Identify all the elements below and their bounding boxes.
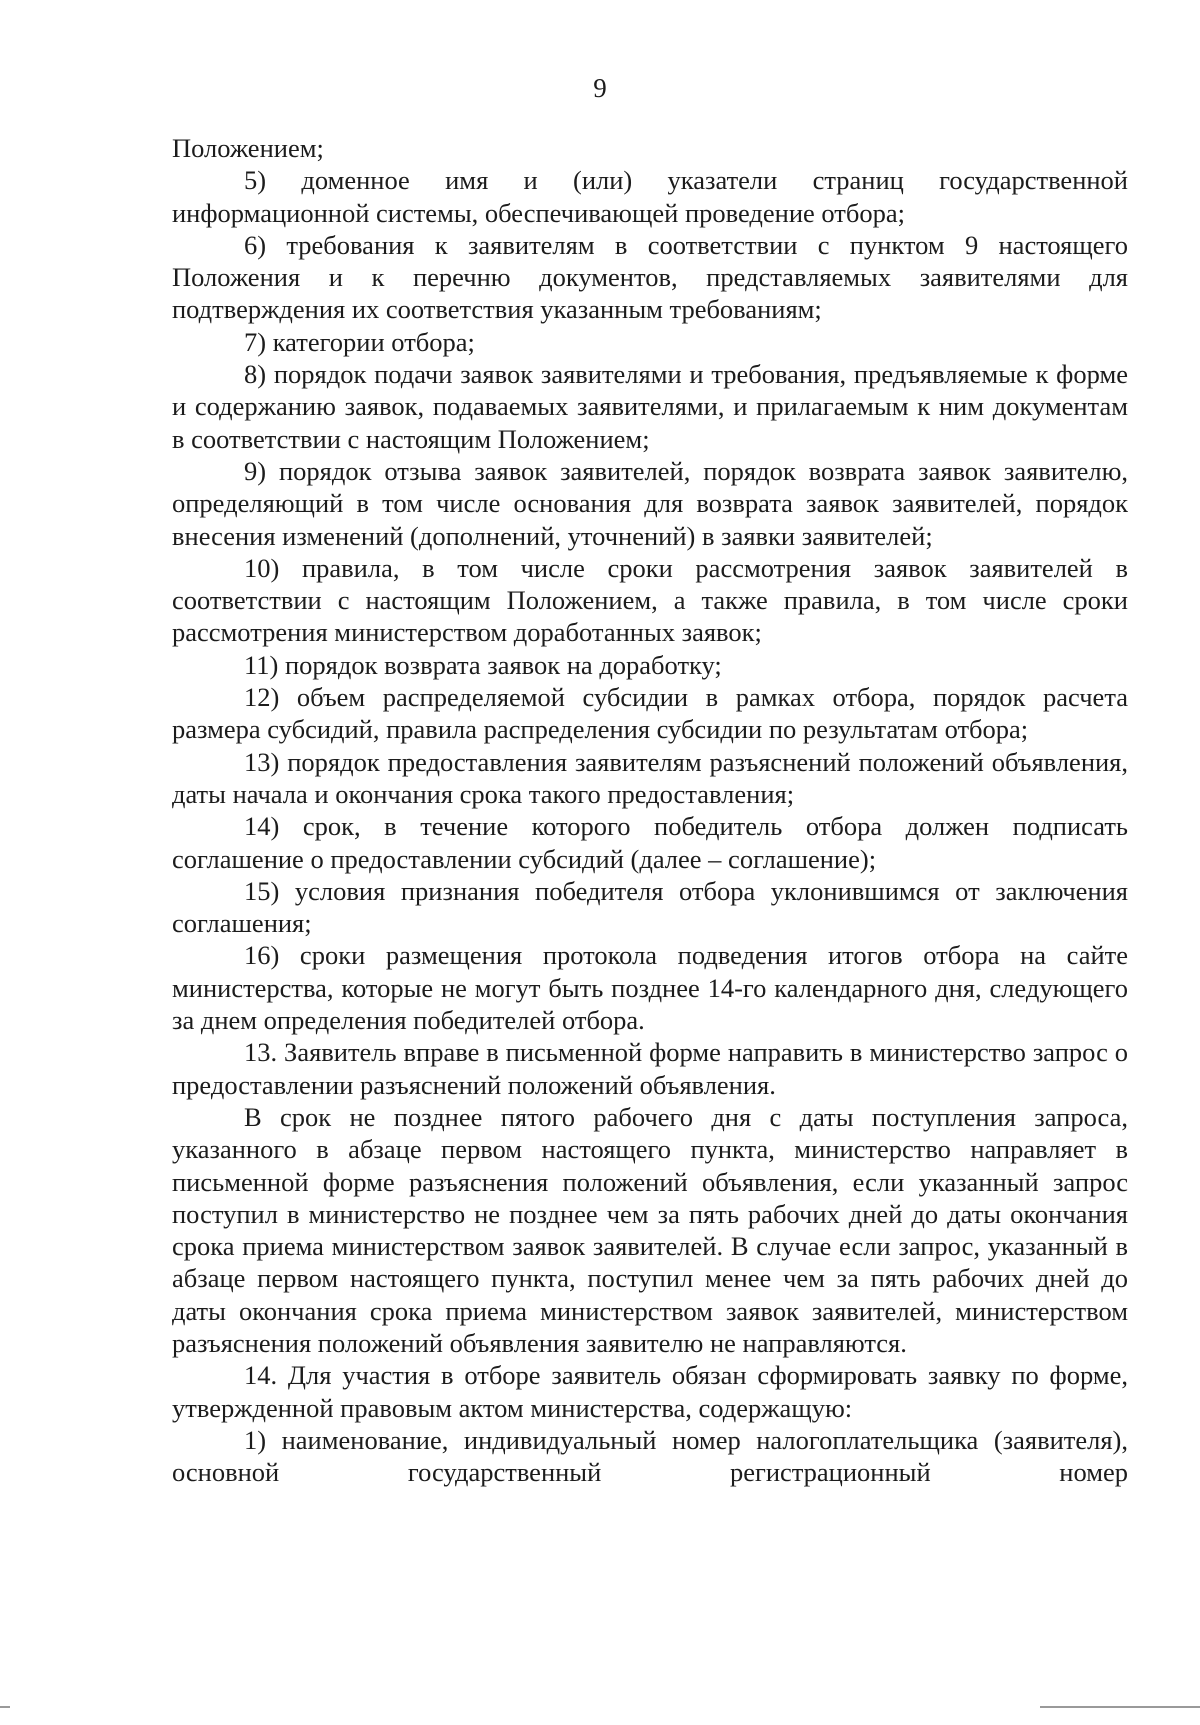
clause-14-item-1: 1) наименование, индивидуальный номер налогоплательщика (заявителя), основной государственный регистрационный номер	[172, 1424, 1128, 1488]
list-item-9: 9) порядок отзыва заявок заявителей, порядок возврата заявок заявителю, определяющий в том числе основания для возврата заявок заявителей, порядок внесения изменений (дополнений, уточнений) в заявки заявителей;	[172, 455, 1128, 551]
list-item-12: 12) объем распределяемой субсидии в рамках отбора, порядок расчета размера субсидий, правила распределения субсидии по результатам отбора;	[172, 682, 1128, 745]
list-item-7: 7) категории отбора;	[244, 326, 475, 357]
clause-13-paragraph-2: В срок не позднее пятого рабочего дня с даты поступления запроса, указанного в абзаце первом настоящего пункта, министерство направляет в письменной форме разъяснения положений объявления, если указанный запрос поступил в министерство не позднее чем за пять рабочих дней до даты окончания срока приема министерством заявок заявителей. В случае если запрос, указанный в абзаце первом настоящего пункта, поступил менее чем за пять рабочих дней до даты окончания срока приема министерством заявок заявителей, министерством разъяснения положений объявления заявителю не направляются.	[172, 1101, 1128, 1358]
list-item-13: 13) порядок предоставления заявителям разъяснений положений объявления, даты начала и окончания срока такого предоставления;	[172, 746, 1128, 809]
list-item-8: 8) порядок подачи заявок заявителями и требования, предъявляемые к форме и содержанию заявок, подаваемых заявителями, и прилагаемым к ним документам в соответствии с настоящим Положением;	[172, 359, 1128, 454]
page-number: 9	[593, 73, 607, 103]
scan-edge-mark	[0, 1706, 10, 1708]
document-body	[172, 132, 1128, 1488]
list-item-6: 6) требования к заявителям в соответствии с пунктом 9 настоящего Положения и к перечню документов, представляемых заявителями для подтверждения их соответствия указанным требованиям;	[172, 229, 1128, 325]
list-item-15: 15) условия признания победителя отбора уклонившимся от заключения соглашения;	[172, 875, 1128, 939]
list-item-14: 14) срок, в течение которого победитель отбора должен подписать соглашение о предоставлении субсидий (далее – соглашение);	[172, 811, 1128, 874]
list-item-10: 10) правила, в том числе сроки рассмотрения заявок заявителей в соответствии с настоящим Положением, а также правила, в том числе сроки рассмотрения министерством доработанных заявок;	[172, 552, 1128, 648]
clause-13: 13. Заявитель вправе в письменной форме направить в министерство запрос о предоставлении разъяснений положений объявления.	[172, 1037, 1128, 1100]
paragraph-continuation: Положением;	[172, 133, 324, 163]
list-item-16: 16) сроки размещения протокола подведения итогов отбора на сайте министерства, которые не могут быть позднее 14-го календарного дня, следующего за днем определения победителей отбора.	[172, 940, 1128, 1036]
scan-edge-mark	[1040, 1706, 1200, 1708]
list-item-5: 5) доменное имя и (или) указатели страниц государственной информационной системы, обеспечивающей проведение отбора;	[172, 165, 1128, 228]
clause-14: 14. Для участия в отборе заявитель обязан сформировать заявку по форме, утвержденной правовым актом министерства, содержащую:	[172, 1360, 1128, 1423]
list-item-11: 11) порядок возврата заявок на доработку;	[244, 649, 722, 680]
